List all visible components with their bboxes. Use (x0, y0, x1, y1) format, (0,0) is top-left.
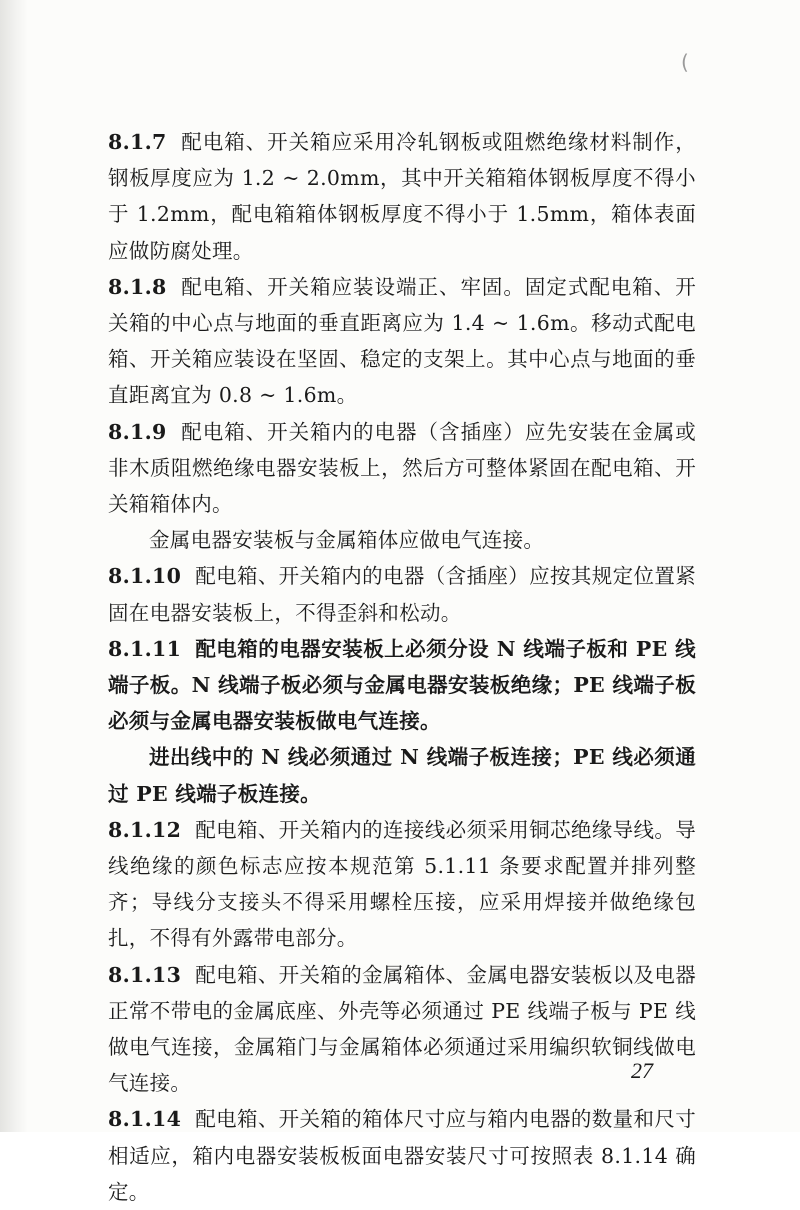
clause-text: 配电箱、开关箱的金属箱体、金属电器安装板以及电器正常不带电的金属底座、外壳等必须通过 PE 线端子板与 PE 线做电气连接，金属箱门与金属箱体必须通过采用编织软铜线做电气连接。 (108, 962, 696, 1096)
clause-8-1-14 (108, 1101, 696, 1210)
clause-8-1-10 (108, 558, 696, 630)
clause-text: 配电箱、开关箱内的电器（含插座）应先安装在金属或非木质阻燃绝缘电器安装板上，然后方可整体紧固在配电箱、开关箱箱体内。 (108, 419, 696, 517)
clause-8-1-13 (108, 957, 696, 1102)
clause-text: 配电箱、开关箱内的电器（含插座）应按其规定位置紧固在电器安装板上，不得歪斜和松动。 (108, 564, 696, 625)
clause-text: 配电箱、开关箱应采用冷轧钢板或阻燃绝缘材料制作，钢板厚度应为 1.2 ~ 2.0mm，其中开关箱箱体钢板厚度不得小于 1.2mm，配电箱箱体钢板厚度不得小于 1.5mm，箱体表面应做防腐处理。 (108, 130, 696, 263)
clause-text: 配电箱、开关箱内的连接线必须采用铜芯绝缘导线。导线绝缘的颜色标志应按本规范第 5.1.11 条要求配置并排列整齐；导线分支接头不得采用螺栓压接，应采用焊接并做绝缘包扎，不得有外露带电部分。 (108, 817, 696, 951)
clause-text: 进出线中的 N 线必须通过 N 线端子板连接；PE 线必须通过 PE 线端子板连接。 (108, 745, 696, 806)
clause-number: 8.1.8 (108, 274, 167, 299)
clause-8-1-9-continuation (108, 522, 696, 558)
clause-number: 8.1.9 (108, 419, 167, 444)
clause-8-1-7 (108, 124, 696, 269)
clause-8-1-12 (108, 812, 696, 957)
page-fold-shadow (0, 0, 28, 1132)
clause-8-1-8 (108, 269, 696, 414)
clause-number: 8.1.11 (108, 636, 182, 661)
clause-text: 配电箱、开关箱的箱体尺寸应与箱内电器的数量和尺寸相适应，箱内电器安装板板面电器安装尺寸可按照表 8.1.14 确定。 (108, 1107, 696, 1204)
clause-8-1-11 (108, 631, 696, 740)
clause-number: 8.1.14 (108, 1107, 182, 1132)
clause-number: 8.1.10 (108, 564, 182, 589)
clause-text: 金属电器安装板与金属箱体应做电气连接。 (149, 528, 545, 553)
page-number: 27 (631, 1058, 653, 1083)
clause-8-1-11-continuation (108, 739, 696, 811)
clause-text: 配电箱的电器安装板上必须分设 N 线端子板和 PE 线端子板。N 线端子板必须与金属电器安装板绝缘；PE 线端子板必须与金属电器安装板做电气连接。 (108, 636, 696, 734)
clause-number: 8.1.13 (108, 962, 182, 987)
clause-8-1-9 (108, 414, 696, 523)
document-body (108, 124, 696, 1210)
corner-mark: ( (681, 50, 689, 74)
clause-number: 8.1.7 (108, 130, 167, 154)
clause-text: 配电箱、开关箱应装设端正、牢固。固定式配电箱、开关箱的中心点与地面的垂直距离应为 1.4 ~ 1.6m。移动式配电箱、开关箱应装设在坚固、稳定的支架上。其中心点与地面的垂直距离宜为 0.8 ~ 1.6m。 (108, 274, 696, 408)
clause-number: 8.1.12 (108, 817, 182, 842)
